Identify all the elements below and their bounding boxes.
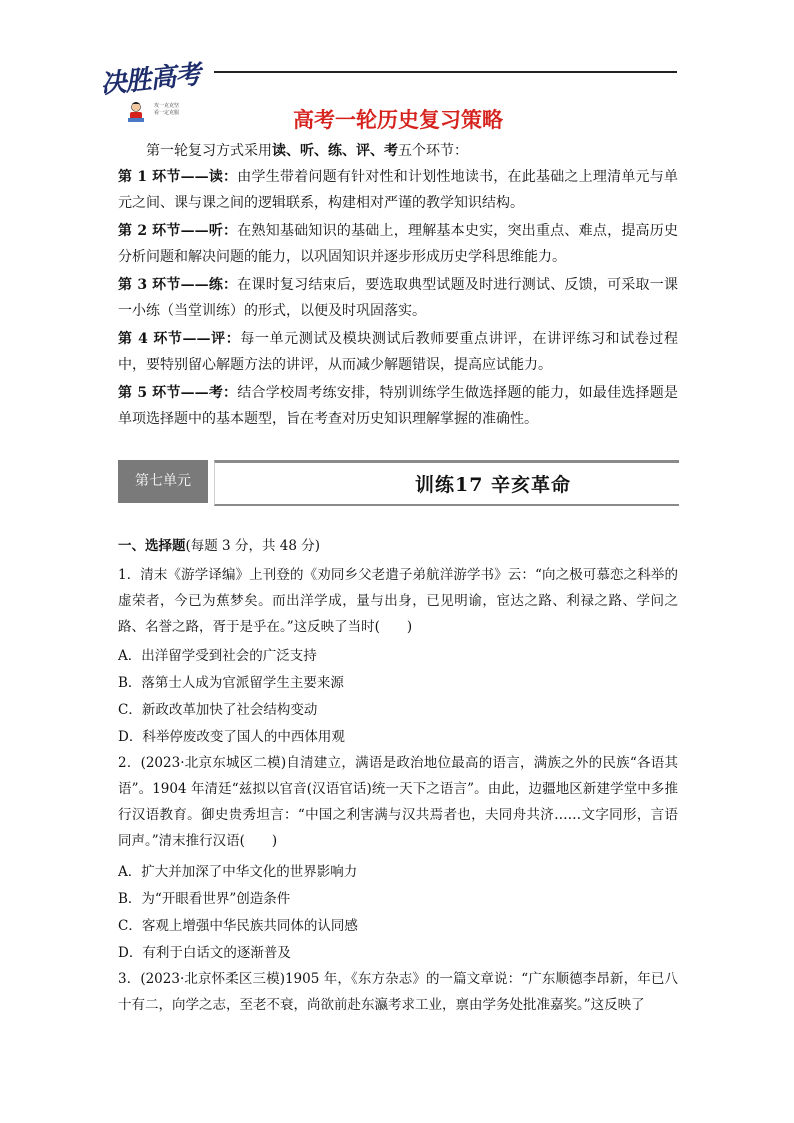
section-title: 一、选择题 xyxy=(118,538,186,554)
question-2-option-d[interactable]: D．有利于白话文的逐渐普及 xyxy=(118,945,291,961)
step-label: 第 3 环节——练： xyxy=(118,277,238,293)
question-1-option-b[interactable]: B．落第士人成为官派留学生主要来源 xyxy=(118,675,344,691)
step-label: 第 2 环节——听： xyxy=(118,223,238,239)
logo-tagline-1: 攻一克克坚 xyxy=(154,103,180,109)
step-text: 在课时复习结束后，要选取典型试题及时进行测试、反馈，可采取一课一小练（当堂训练）的形式，以便及时巩固落实。 xyxy=(118,277,678,319)
intro-lead: 第一轮复习方式采用 xyxy=(146,143,272,159)
step-label: 第 5 环节——考： xyxy=(118,385,238,401)
question-2-option-a[interactable]: A．扩大并加深了中华文化的世界影响力 xyxy=(118,864,358,880)
step-paragraph-2 xyxy=(118,218,678,270)
step-paragraph-4 xyxy=(118,326,678,378)
step-paragraph-3 xyxy=(118,272,678,324)
question-1-option-d[interactable]: D．科举停废改变了国人的中西体用观 xyxy=(118,729,345,745)
logo-text: 决胜高考 xyxy=(98,59,202,101)
question-1-option-a[interactable]: A．出洋留学受到社会的广泛支持 xyxy=(118,648,317,664)
question-3-stem: 3．(2023·北京怀柔区三模)1905 年，《东方杂志》的一篇文章说：“广东顺德李昂新，年已八十有二，向学之志，至老不衰，尚欲前赴东瀛考求工业，禀由学务处批准嘉奖。”这反映了 xyxy=(118,971,678,1013)
section-note: (每题 3 分，共 48 分) xyxy=(185,538,320,554)
question-2-option-b[interactable]: B．为“开眼看世界”创造条件 xyxy=(118,891,291,907)
intro-paragraph xyxy=(118,138,678,164)
step-text: 由学生带着问题有针对性和计划性地读书，在此基础之上理清单元与单元之间、课与课之间的逻辑联系，构建相对严谨的教学知识结构。 xyxy=(118,169,678,211)
intro-steps: 读、听、练、评、考 xyxy=(272,143,398,159)
unit-title: 训练17 辛亥革命 xyxy=(415,474,572,496)
step-text: 每一单元测试及模块测试后教师要重点讲评，在讲评练习和试卷过程中，要特别留心解题方法的讲评，从而减少解题错误，提高应试能力。 xyxy=(118,331,678,373)
question-2-stem: 2．(2023·北京东城区二模)自清建立，满语是政治地位最高的语言，满族之外的民族“各语其语”。1904 年清廷“兹拟以官音(汉语官话)统一天下之语言”。由此，边疆地区新建学堂中多推行汉语教育。御史贵秀坦言：“中国之利害满与汉共焉者也，夫同舟共济……文字同形，言语同声。”清末推行汉语( ) xyxy=(118,755,678,849)
unit-tag: 第七单元 xyxy=(118,460,208,503)
logo-tagline-2: 看一定克服 xyxy=(154,110,180,116)
step-label: 第 1 环节——读： xyxy=(118,169,238,185)
step-paragraph-1 xyxy=(118,164,678,216)
question-1-stem: 1．清末《游学译编》上刊登的《劝同乡父老遣子弟航洋游学书》云：“向之极可慕恋之科举的虚荣者，今已为蕉梦矣。而出洋学成，量与出身，已见明谕，宦达之路、利禄之路、学问之路、名誉之路，胥于是乎在。”这反映了当时( ) xyxy=(118,567,678,635)
unit-title-box xyxy=(214,460,679,506)
step-text: 结合学校周考练安排，特别训练学生做选择题的能力，如最佳选择题是单项选择题中的基本题型，旨在考查对历史知识理解掌握的准确性。 xyxy=(118,385,678,427)
intro-tail: 五个环节： xyxy=(398,143,468,159)
step-paragraph-5 xyxy=(118,380,678,432)
unit-header xyxy=(118,460,678,503)
step-label: 第 4 环节——评： xyxy=(118,331,241,347)
step-text: 在熟知基础知识的基础上，理解基本史实，突出重点、难点，提高历史分析问题和解决问题的能力，以巩固知识并逐步形成历史学科思维能力。 xyxy=(118,223,678,265)
question-2-option-c[interactable]: C．客观上增强中华民族共同体的认同感 xyxy=(118,918,358,934)
question-1-option-c[interactable]: C．新政改革加快了社会结构变动 xyxy=(118,702,318,718)
section-heading xyxy=(118,536,678,556)
header-rule xyxy=(214,71,677,73)
page-title: 高考一轮历史复习策略 xyxy=(293,108,503,132)
